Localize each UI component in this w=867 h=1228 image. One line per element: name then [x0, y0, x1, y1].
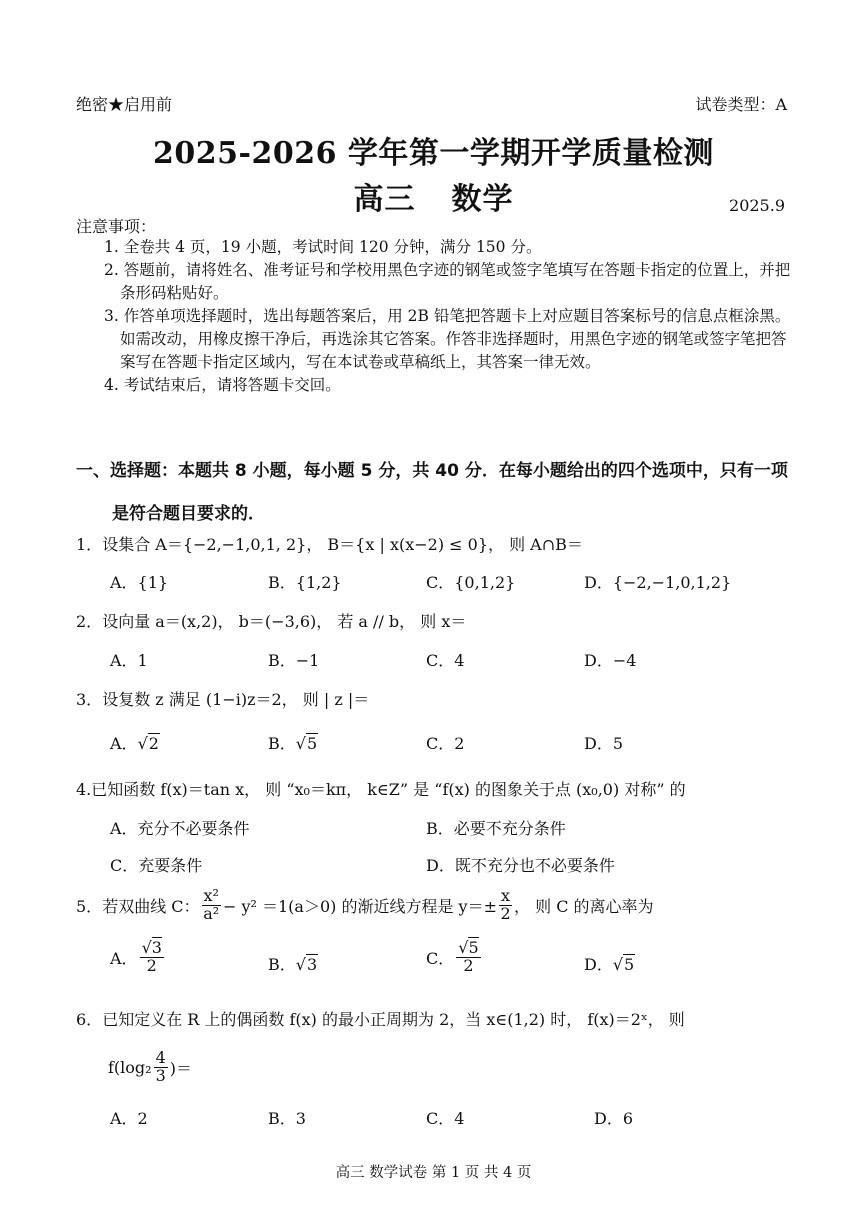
- paper-type: 试卷类型：A: [695, 95, 787, 114]
- question-stem-post: ， 则 C 的离心率为: [514, 896, 654, 916]
- question-number: 6．: [76, 1010, 103, 1029]
- numerator: √5: [458, 938, 479, 957]
- question-number: 3．: [76, 690, 103, 709]
- question-stem-pre: 若双曲线 C：: [102, 896, 200, 916]
- q6-option-b: B．3: [268, 1109, 306, 1128]
- denominator: 2: [146, 955, 157, 975]
- question-number: 5．: [76, 896, 103, 916]
- notice-item: 3. 作答单项选择题时，选出每题答案后，用 2B 铅笔把答题卡上对应题目答案标号的信息点框涂黑。如需改动，用橡皮擦干净后，再选涂其它答案。作答非选择题时，用黑色字迹的钢笔或签字笔把答案写在答题卡指定区域内，写在本试卷或草稿纸上，其答案一律无效。: [104, 307, 791, 371]
- q3-option-b: [268, 731, 318, 754]
- sqrt-symbol: √2: [137, 734, 159, 753]
- q6-option-a: A．2: [110, 1109, 148, 1128]
- section-heading: [76, 450, 788, 536]
- section-line-2: 是符合题目要求的．: [112, 504, 265, 524]
- denominator: a²: [203, 903, 220, 923]
- question-stem: 已知函数 f(x)＝tan x， 则 “x₀＝kπ， k∈Z” 是 “f(x) 的图象关于点 (x₀,0) 对称” 的: [91, 780, 686, 799]
- sqrt-symbol: √5: [295, 734, 318, 753]
- secret-label: 绝密★启用前: [76, 95, 173, 114]
- q2-option-d: D．−4: [584, 651, 637, 670]
- q2-option-a: A．1: [110, 651, 148, 670]
- question-stem-mid: − y² ＝1(a＞0) 的渐近线方程是 y＝±: [222, 896, 498, 916]
- fraction: [456, 940, 480, 975]
- q1-option-c: C．{0,1,2}: [426, 573, 516, 592]
- question-number: 4.: [76, 780, 92, 799]
- q6-expression: [108, 1050, 192, 1085]
- option-label: D．: [584, 955, 613, 974]
- q3-option-a: [110, 731, 160, 754]
- grade: 高三: [353, 182, 416, 217]
- option-label: B．: [268, 734, 296, 753]
- radicand: 3: [151, 938, 162, 957]
- denominator: 2: [500, 903, 511, 923]
- notice-item: 2. 答题前，请将姓名、准考证号和学校用黑色字迹的钢笔或签字笔填写在答题卡指定的位置上，并把条形码粘贴好。: [104, 261, 791, 302]
- sqrt-symbol: √5: [612, 955, 635, 974]
- question-1: [76, 532, 583, 555]
- exam-date: 2025.9: [729, 196, 785, 215]
- question-number: 1．: [76, 535, 103, 554]
- q4-option-d: D．既不充分也不必要条件: [426, 856, 615, 875]
- question-3: [76, 687, 369, 710]
- sqrt-symbol: √3: [295, 955, 318, 974]
- radicand: 3: [306, 955, 318, 974]
- radicand: 5: [624, 955, 635, 974]
- numerator: x²: [203, 886, 219, 905]
- q5-option-a: [110, 940, 166, 975]
- q4-option-c: C．充要条件: [110, 856, 203, 875]
- fraction: [202, 888, 221, 923]
- fraction: [154, 1050, 168, 1085]
- q2-option-c: C．4: [426, 651, 465, 670]
- question-stem: 设复数 z 满足 (1−i)z＝2， 则 | z |＝: [102, 690, 370, 709]
- radicand: 5: [306, 734, 318, 753]
- section-line-1: 一、选择题：本题共 8 小题，每小题 5 分，共 40 分．在每小题给出的四个选项中，只有一项: [76, 461, 788, 481]
- option-label: C．: [426, 948, 455, 968]
- denominator: 3: [155, 1065, 166, 1085]
- numerator: √3: [141, 938, 162, 957]
- q5-option-d: [584, 952, 635, 975]
- question-4: [76, 777, 686, 800]
- expr-post: )＝: [169, 1058, 193, 1078]
- numerator: 4: [155, 1048, 166, 1067]
- q1-option-d: D．{−2,−1,0,1,2}: [584, 573, 732, 592]
- subject: 数学: [451, 182, 514, 217]
- q1-option-a: A．{1}: [110, 573, 169, 592]
- q4-option-b: B．必要不充分条件: [426, 819, 566, 838]
- numerator: x: [501, 886, 511, 905]
- q3-option-c: C．2: [426, 734, 465, 753]
- q5-option-c: [426, 940, 483, 975]
- radicand: 5: [468, 938, 479, 957]
- q2-option-b: B．−1: [268, 651, 320, 670]
- q5-option-b: [268, 952, 318, 975]
- q4-option-a: A．充分不必要条件: [110, 819, 250, 838]
- notice-list: [104, 236, 792, 397]
- denominator: 2: [463, 955, 474, 975]
- question-5: [76, 888, 654, 923]
- notice-item: 4. 考试结束后，请将答题卡交回。: [104, 376, 341, 394]
- option-label: A．: [110, 734, 138, 753]
- notice-item: 1. 全卷共 4 页，19 小题，考试时间 120 分钟，满分 150 分。: [104, 238, 542, 256]
- notice-title: 注意事项：: [76, 217, 157, 236]
- expr-pre: f(log₂: [108, 1057, 152, 1077]
- q3-option-d: D．5: [584, 734, 624, 753]
- page-footer: 高三 数学试卷 第 1 页 共 4 页: [335, 1165, 532, 1181]
- q6-option-d: D．6: [594, 1109, 634, 1128]
- q1-option-b: B．{1,2}: [268, 573, 342, 592]
- question-2: [76, 609, 466, 632]
- fraction: [140, 940, 164, 975]
- question-stem: 设集合 A＝{−2,−1,0,1, 2}， B＝{x | x(x−2) ≤ 0}， 则 A∩B＝: [102, 535, 583, 554]
- q6-option-c: C．4: [426, 1109, 465, 1128]
- question-stem: 设向量 a＝(x,2)， b＝(−3,6)， 若 a // b， 则 x＝: [102, 612, 467, 631]
- option-label: A．: [110, 948, 138, 968]
- exam-title: 2025-2026 学年第一学期开学质量检测: [153, 136, 714, 171]
- option-label: B．: [268, 955, 296, 974]
- radicand: 2: [148, 734, 159, 753]
- question-stem: 已知定义在 R 上的偶函数 f(x) 的最小正周期为 2，当 x∈(1,2) 时， f(x)＝2ˣ， 则: [102, 1010, 685, 1029]
- question-6: [76, 1007, 685, 1030]
- fraction: [499, 888, 512, 923]
- question-number: 2．: [76, 612, 103, 631]
